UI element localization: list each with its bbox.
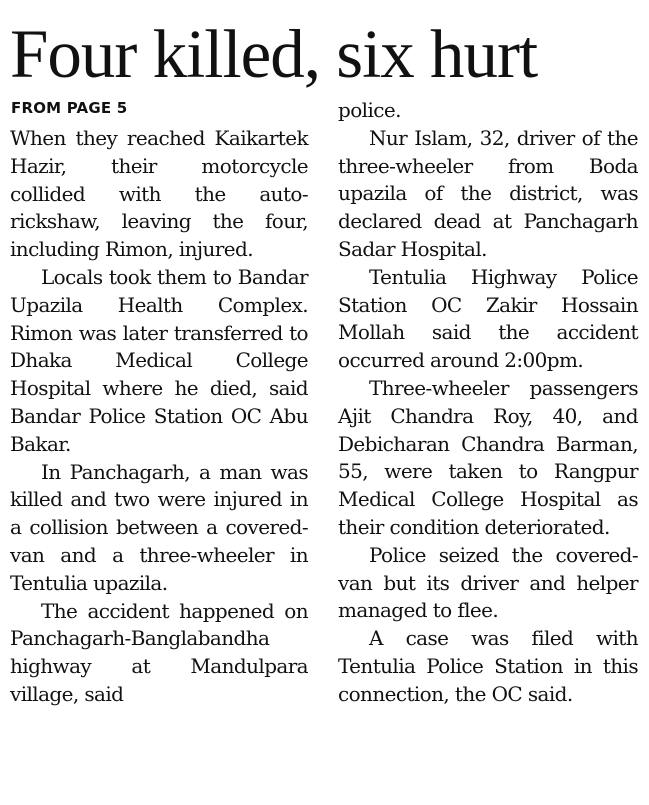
paragraph: A case was filed with Tentulia Police Station in this connection, the OC said. <box>338 626 638 706</box>
paragraph: Three-wheeler passengers Ajit Chandra Roy, 40, and Debicharan Chandra Barman, 55, were taken to Rangpur Medical College Hospital as their condition deteriorated. <box>338 375 638 539</box>
headline: Four killed, six hurt <box>10 16 538 92</box>
paragraph: The accident happened on Panchagarh-Banglabandha highway at Mandulpara village, said <box>10 598 308 706</box>
paragraph: Nur Islam, 32, driver of the three-wheeler from Boda upazila of the district, was declared dead at Panchagarh Sadar Hospital. <box>338 125 638 261</box>
paragraph: Locals took them to Bandar Upazila Health Complex. Rimon was later transferred to Dhaka Medical College Hospital where he died, said Bandar Police Station OC Abu Bakar. <box>10 264 308 456</box>
paragraph: In Panchagarh, a man was killed and two were injured in a collision between a covered-van and a three-wheeler in Tentulia upazila. <box>10 459 308 595</box>
right-column <box>338 97 638 709</box>
jump-line: FROM PAGE 5 <box>11 99 128 117</box>
paragraph: Police seized the covered-van but its driver and helper managed to flee. <box>338 542 638 623</box>
paragraph: When they reached Kaikartek Hazir, their motorcycle collided with the auto-rickshaw, leaving the four, including Rimon, injured. <box>10 126 308 262</box>
paragraph: Tentulia Highway Police Station OC Zakir Hossain Mollah said the accident occurred around 2:00pm. <box>338 264 638 373</box>
left-column <box>10 125 308 709</box>
paragraph: police. <box>338 98 401 122</box>
